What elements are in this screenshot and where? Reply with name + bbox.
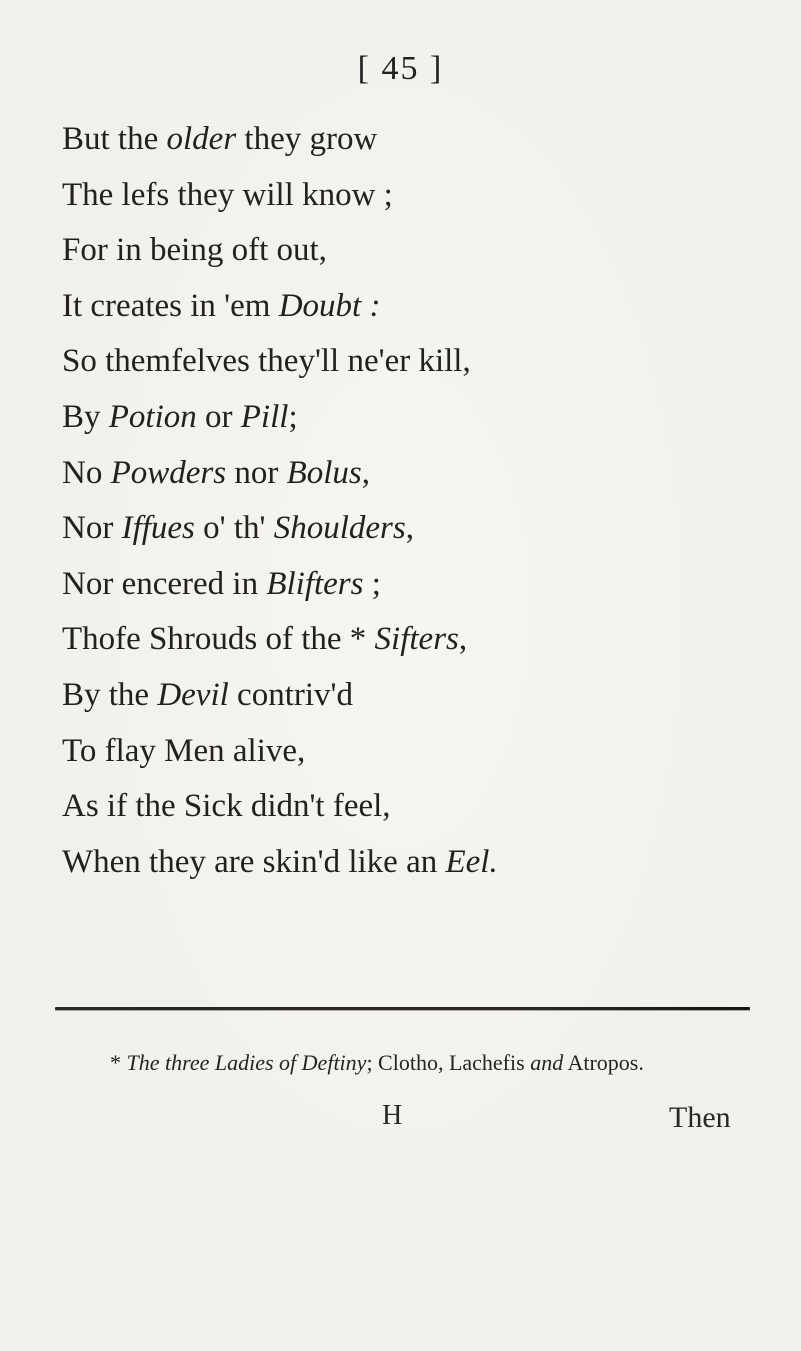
verse-text: As if the Sick didn't feel, <box>62 788 391 825</box>
verse-italic-text: Pill <box>240 398 289 435</box>
verse-line <box>62 112 762 168</box>
verse-text: It creates in 'em <box>62 287 279 324</box>
verse-line <box>62 724 762 780</box>
verse-italic-text: Bolus <box>286 454 362 491</box>
verse-text: ; <box>363 565 381 602</box>
verse-line <box>62 835 762 891</box>
verse-line <box>62 446 762 502</box>
verse-text: By the <box>62 676 158 713</box>
verse-text: By <box>62 398 109 435</box>
verse-line <box>62 501 762 557</box>
verse-text: Nor <box>62 510 122 547</box>
verse-text: contriv'd <box>228 676 353 713</box>
signature-mark: H <box>382 1100 403 1131</box>
page-number: [ 45 ] <box>357 50 444 87</box>
verse-text: , <box>405 510 414 547</box>
verse-italic-text: Doubt : <box>278 287 381 324</box>
footnote-rule <box>55 1007 750 1010</box>
verse-italic-text: Blifters <box>266 565 364 602</box>
catchword: Then <box>669 1101 731 1134</box>
verse-text: nor <box>226 454 287 491</box>
verse-line <box>62 612 762 668</box>
verse-italic-text: Powders <box>110 454 227 491</box>
verse-line <box>62 168 762 224</box>
verse-text: To flay Men alive, <box>62 732 306 769</box>
poem-verse <box>62 112 762 890</box>
verse-text: , <box>361 454 371 491</box>
verse-italic-text: Eel. <box>445 843 498 880</box>
verse-line <box>62 779 762 835</box>
verse-text: For in being oft out, <box>62 232 327 269</box>
verse-text: So themfelves they'll ne'er kill, <box>62 343 471 380</box>
verse-text: When they are skin'd like an <box>62 843 446 880</box>
verse-line <box>62 557 762 613</box>
verse-line <box>62 223 762 279</box>
verse-text: Thofe Shrouds of the * <box>62 621 375 658</box>
verse-italic-text: Iffues <box>121 510 195 547</box>
verse-italic-text: Potion <box>108 398 197 435</box>
footnote <box>110 1050 644 1076</box>
verse-italic-text: Shoulders <box>273 510 406 547</box>
verse-line <box>62 668 762 724</box>
verse-italic-text: Sifters <box>374 621 459 658</box>
verse-line <box>62 334 762 390</box>
footnote-text: ; Clotho, Lachefis <box>366 1050 531 1075</box>
verse-text: o' th' <box>194 510 274 547</box>
footnote-italic-text: The three Ladies of Deftiny <box>126 1050 367 1075</box>
footnote-marker: * <box>110 1050 121 1075</box>
verse-text: , <box>458 621 468 658</box>
footnote-text-end: Atropos. <box>563 1050 644 1075</box>
verse-line <box>62 390 762 446</box>
verse-text: The lefs they will know ; <box>62 176 393 213</box>
verse-line <box>62 279 762 335</box>
footnote-and: and <box>530 1050 564 1075</box>
verse-text: Nor encered in <box>62 565 267 602</box>
verse-italic-text: older <box>166 121 237 157</box>
verse-text: ; <box>288 398 298 435</box>
verse-italic-text: Devil <box>157 676 229 713</box>
verse-text: or <box>196 398 241 435</box>
verse-text: No <box>62 454 111 491</box>
verse-text: they grow <box>236 121 378 157</box>
verse-text: But the <box>62 121 167 157</box>
